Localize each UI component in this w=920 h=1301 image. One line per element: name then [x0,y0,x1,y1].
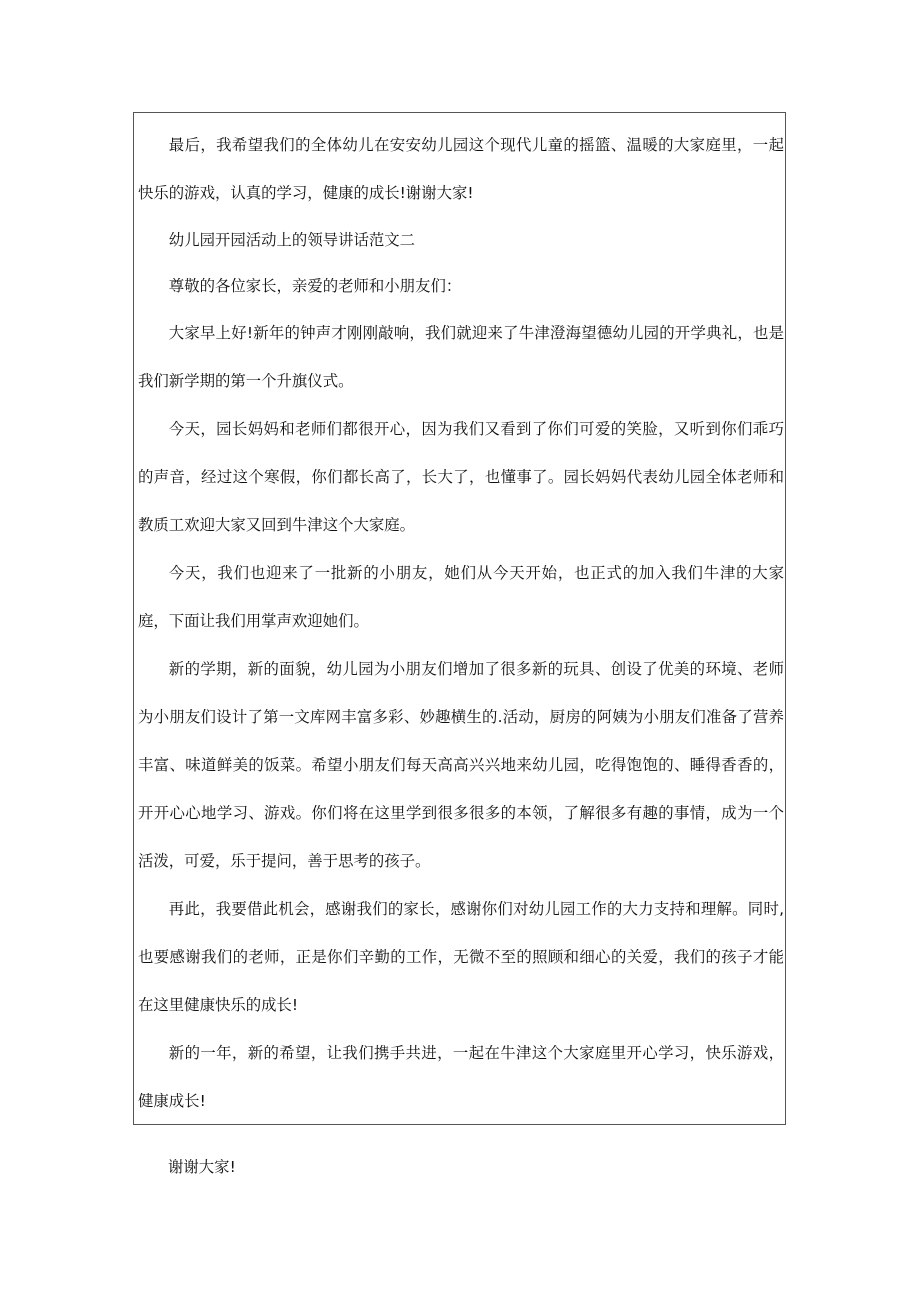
section-title: 幼儿园开园活动上的领导讲话范文二 [168,231,416,249]
paragraph-closing-wish: 最后，我希望我们的全体幼儿在安安幼儿园这个现代儿童的摇篮、温暖的大家庭里，一起快乐的游戏，认真的学习，健康的成长!谢谢大家! [138,136,784,202]
paragraph-new-semester: 新的学期，新的面貌，幼儿园为小朋友们增加了很多新的玩具、创设了优美的环境、老师为小朋友们设计了第一文库网丰富多彩、妙趣横生的.活动，厨房的阿姨为小朋友们准备了营养丰富、味道鲜美的饭菜。希望小朋友们每天高高兴兴地来幼儿园，吃得饱饱的、睡得香香的，开开心心地学习、游戏。你们将在这里学到很多很多的本领，了解很多有趣的事情，成为一个活泼，可爱，乐于提问，善于思考的孩子。 [138,660,784,870]
closing-thanks: 谢谢大家! [168,1158,236,1176]
paragraph-thanks: 再此，我要借此机会，感谢我们的家长，感谢你们对幼儿园工作的大力支持和理解。同时,也要感谢我们的老师，正是你们辛勤的工作，无微不至的照顾和细心的关爱，我们的孩子才能在这里健康快乐的成长! [138,900,784,1014]
paragraph-new-year: 新的一年，新的希望，让我们携手共进，一起在牛津这个大家庭里开心学习，快乐游戏，健康成长! [138,1044,784,1110]
paragraph-today-happy: 今天，园长妈妈和老师们都很开心，因为我们又看到了你们可爱的笑脸，又听到你们乖巧的声音，经过这个寒假，你们都长高了，长大了，也懂事了。园长妈妈代表幼儿园全体老师和教质工欢迎大家又回到牛津这个大家庭。 [138,420,784,534]
document-body [138,121,784,1125]
salutation: 尊敬的各位家长，亲爱的老师和小朋友们： [168,277,462,295]
paragraph-new-friends: 今天，我们也迎来了一批新的小朋友，她们从今天开始，也正式的加入我们牛津的大家庭，下面让我们用掌声欢迎她们。 [138,564,784,630]
paragraph-greeting: 大家早上好!新年的钟声才刚刚敲响，我们就迎来了牛津澄海望德幼儿园的开学典礼，也是我们新学期的第一个升旗仪式。 [138,324,784,390]
